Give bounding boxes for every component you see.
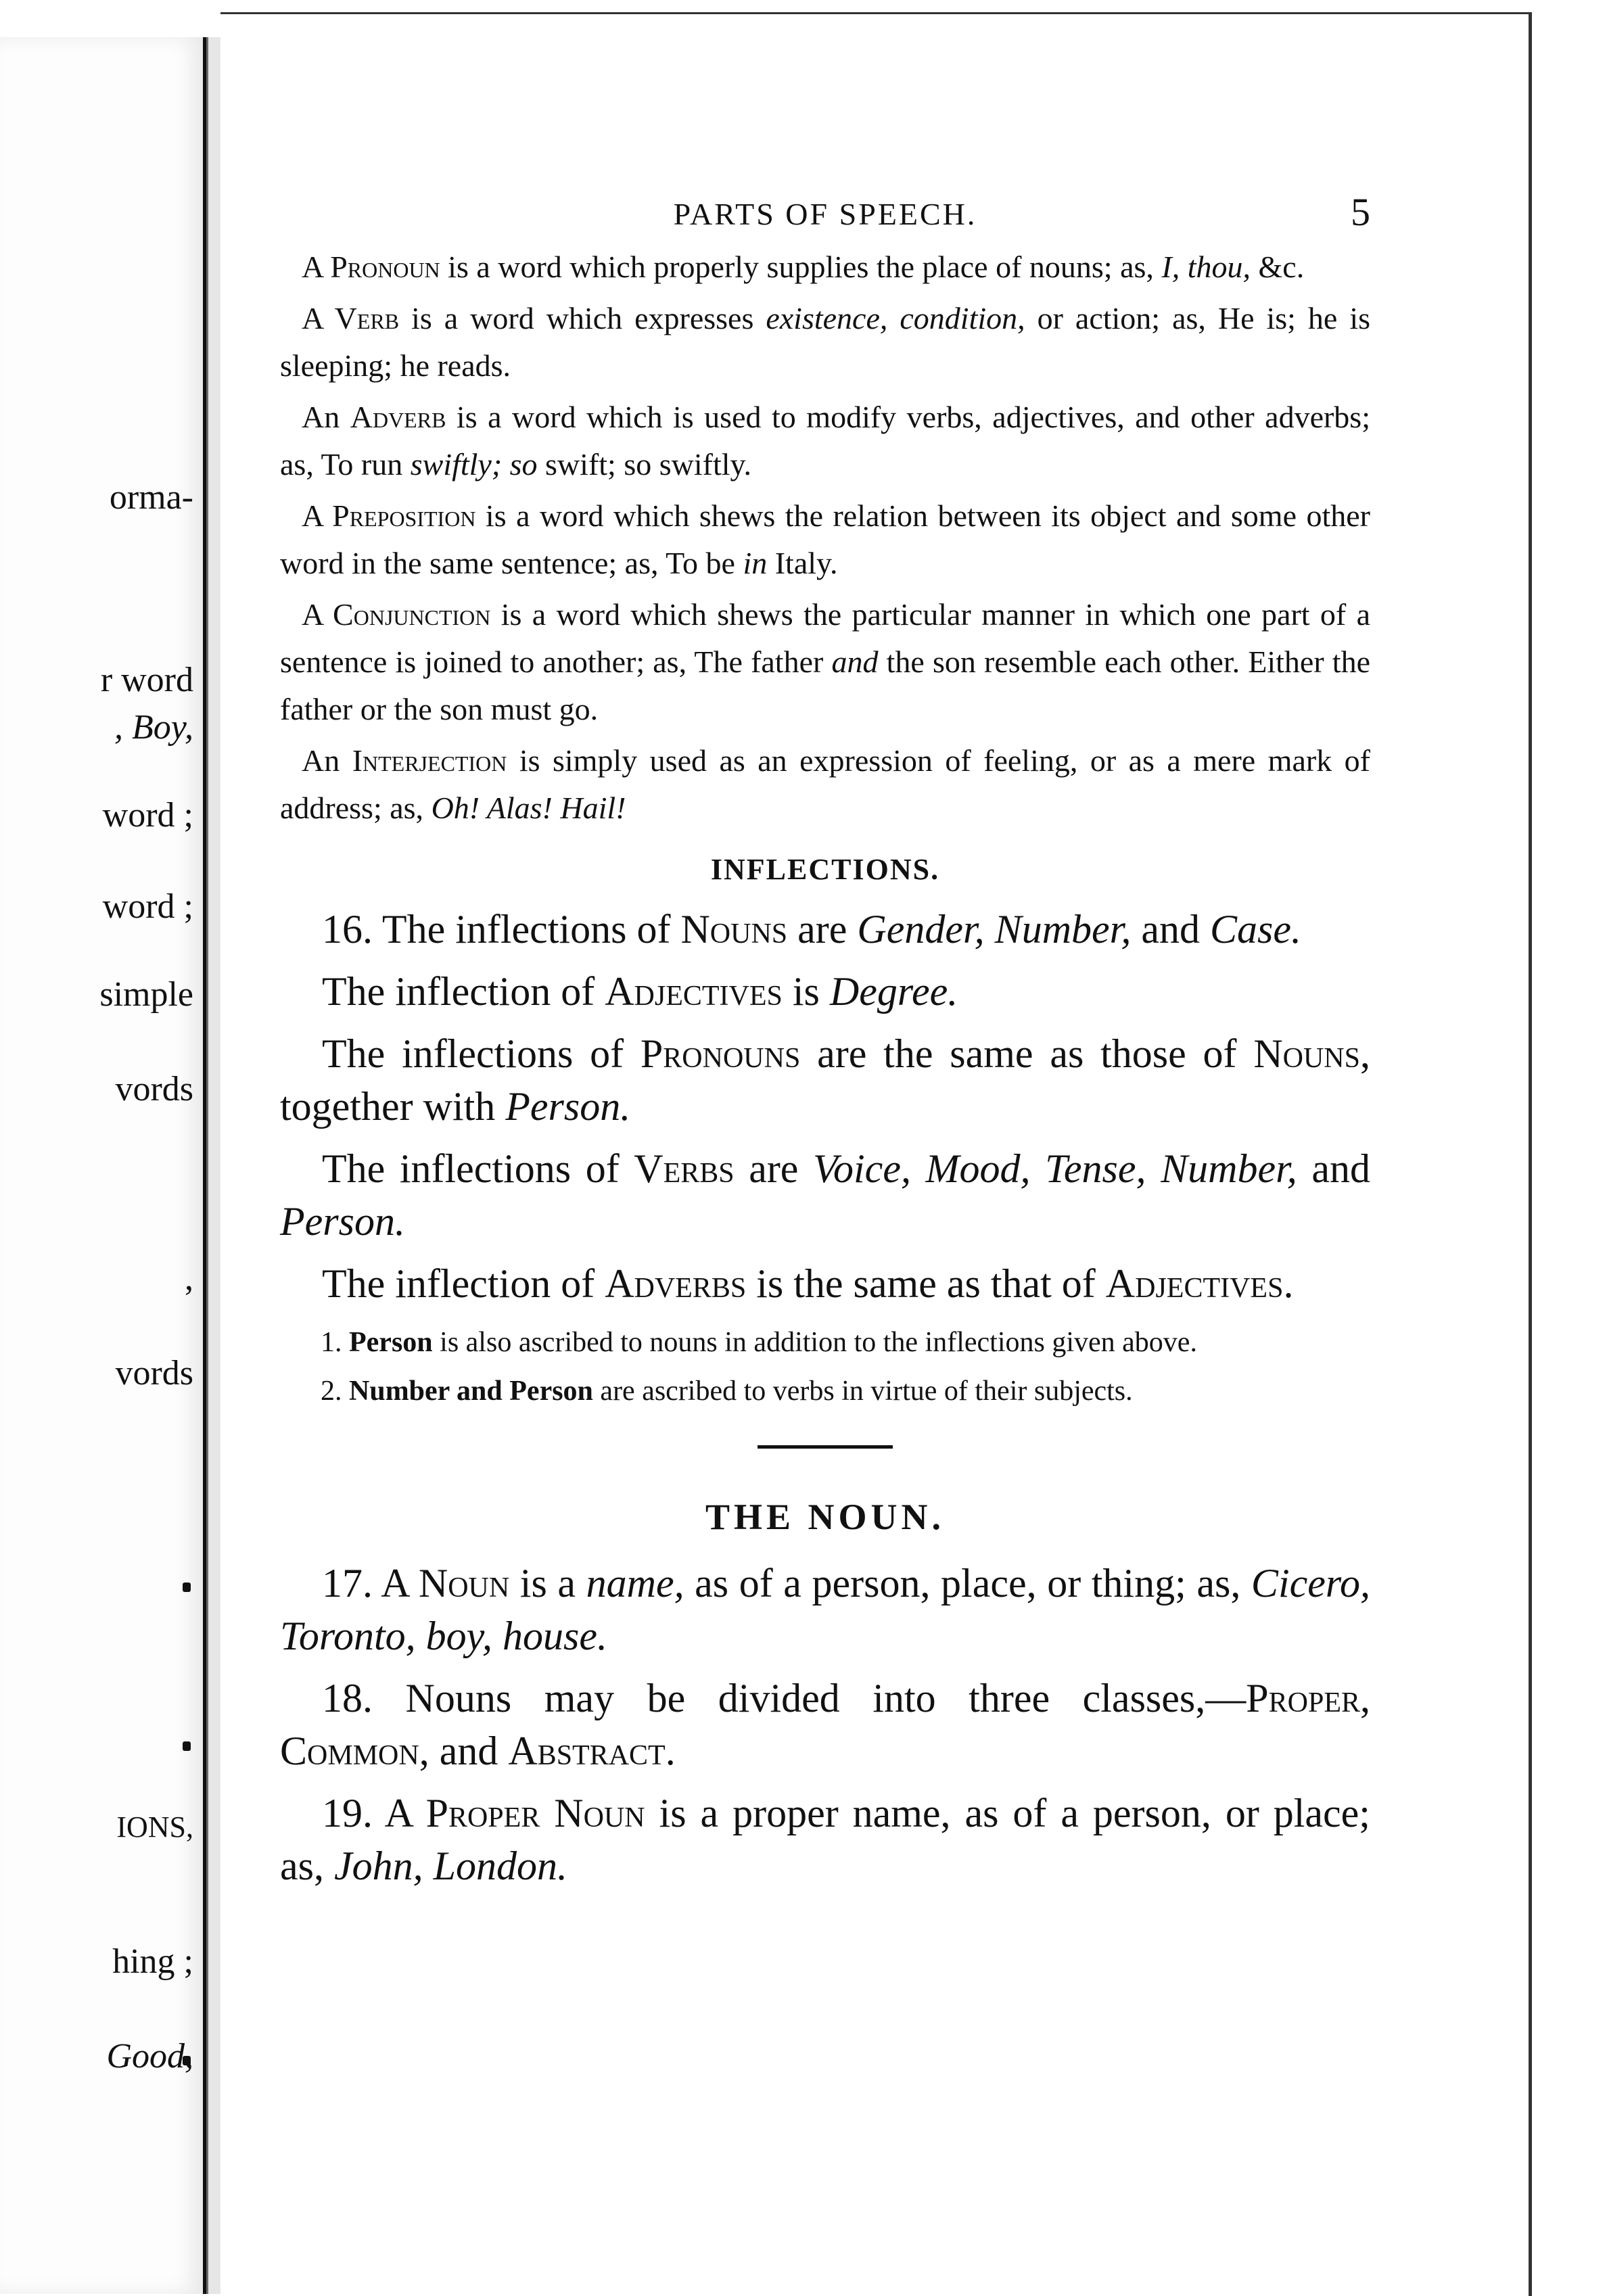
paragraph-adjectives: The inflection of Adjectives is Degree. [322,969,958,1014]
definition-adverb: An Adverb is a word which is used to modify verbs, adjectives, and other adverbs; as, To run swiftly; so swift; so swiftly. [280,400,1370,482]
left-page-fragment: orma- [109,478,193,517]
definition-preposition: A Preposition is a word which shews the relation between its object and some other word in the same sentence; as, To be in Italy. [280,498,1370,580]
definition-verb: A Verb is a word which expresses existence, condition, or action; as, He is; he is sleeping; he reads. [280,301,1371,383]
note-1: 1. Person is also ascribed to nouns in addition to the inflections given above. [321,1327,1197,1358]
section-divider [758,1445,893,1449]
left-page-fragment: simple [99,975,193,1014]
definitions [280,243,1370,832]
left-page-fragment: hing ; [112,1942,193,1981]
paragraph-verbs: The inflections of Verbs are Voice, Mood, Tense, Number, and Person. [280,1146,1370,1244]
left-page-fragment: r word [100,661,193,699]
paragraph-18: 18. Nouns may be divided into three classes,—Proper, Common, and Abstract. [280,1676,1370,1773]
running-header [280,183,1370,243]
paragraph-adverbs: The inflection of Adverbs is the same as that of Adjectives. [322,1261,1294,1306]
margin-dot [183,1741,191,1751]
note-2: 2. Number and Person are ascribed to verbs in virtue of their subjects. [321,1376,1133,1407]
page-number: 5 [1351,190,1370,234]
paragraph-19: 19. A Proper Noun is a proper name, as of a person, or place; as, John, London. [280,1791,1370,1888]
left-page-fragment: , Boy, [114,708,193,747]
noun-heading: THE NOUN. [705,1497,946,1537]
paragraph-pronouns: The inflections of Pronouns are the same as those of Nouns, together with Person. [280,1031,1370,1129]
left-page-fragment: Good, [106,2037,193,2076]
definition-conjunction: A Conjunction is a word which shews the particular manner in which one part of a sentence is joined to another; as, The father and the son resemble each other. Either the father or the son must go. [280,597,1371,726]
paragraph-17: 17. A Noun is a name, as of a person, place, or thing; as, Cicero, Toronto, boy, house. [280,1561,1370,1658]
inflections-heading: INFLECTIONS. [710,853,940,886]
definition-interjection: An Interjection is simply used as an expression of feeling, or as a mere mark of address; as, Oh! Alas! Hail! [280,743,1370,825]
book-gutter [203,37,220,2294]
left-page-fragment: vords [115,1070,193,1108]
left-page-fragment: vords [115,1354,193,1392]
paragraph-16: 16. The inflections of Nouns are Gender, Number, and Case. [322,907,1302,952]
margin-dot [183,1583,191,1592]
left-page-fragment: word ; [102,887,193,926]
left-page-fragment: IONS, [116,1810,193,1844]
left-page-fragment: , [185,1259,193,1298]
page-text [280,183,1370,1902]
definition-pronoun: A Pronoun is a word which properly supplies the place of nouns; as, I, thou, &c. [302,250,1305,284]
left-page-fragment: word ; [102,796,193,835]
running-title: PARTS OF SPEECH. [673,197,977,231]
facing-page-left [0,37,206,2294]
